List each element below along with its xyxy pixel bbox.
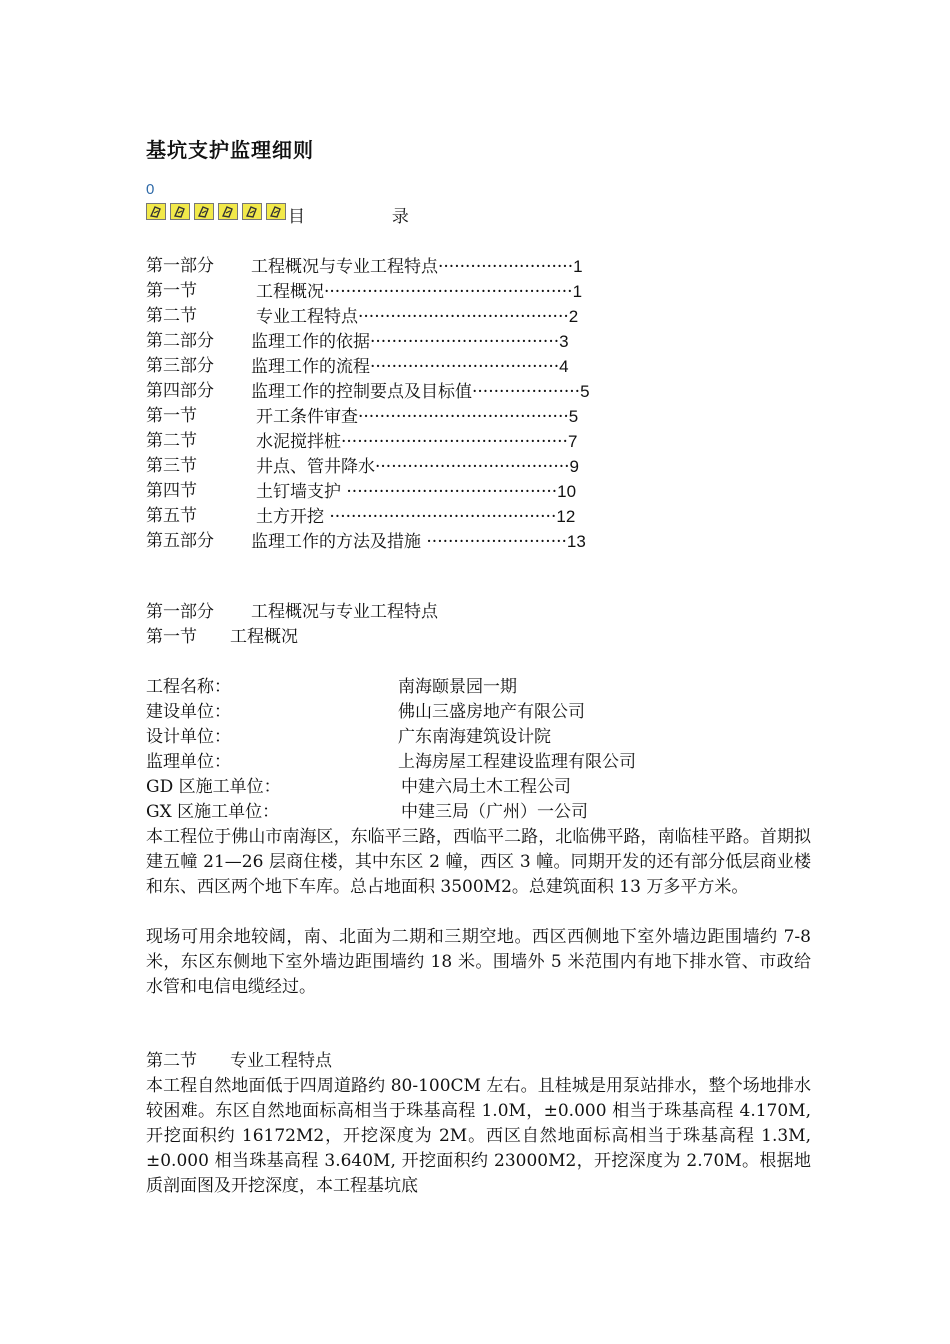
toc-page-number: 5 (568, 407, 579, 426)
table-of-contents (146, 254, 706, 554)
toc-entry (256, 454, 579, 480)
toc-page-number: 12 (556, 507, 576, 526)
toc-entry (256, 479, 576, 505)
toc-leader-dots: ···················· (472, 382, 581, 402)
toc-page-number: 9 (569, 457, 580, 476)
toc-entry-title: 监理工作的流程 (251, 357, 370, 377)
project-info-row (146, 675, 811, 700)
toc-entry-title: 专业工程特点 (256, 307, 358, 327)
toc-row (146, 504, 706, 529)
toc-part-label: 第三部分 (146, 356, 214, 376)
placeholder-glyph-icon (266, 203, 286, 220)
section1-heading (146, 600, 811, 650)
toc-row (146, 329, 706, 354)
toc-entry (251, 329, 569, 355)
section1-part-title: 工程概况与专业工程特点 (251, 602, 438, 622)
paragraph-site: 现场可用余地较阔，南、北面为二期和三期空地。西区西侧地下室外墙边距围墙约 7-8 米，东区东侧地下室外墙边距围墙约 18 米。围墙外 5 米范围内有地下排水管、市政给水管和电信电缆经过。 (146, 927, 811, 997)
toc-entry-title: 土钉墙支护 (256, 482, 341, 502)
toc-heading-left: 目 (288, 207, 305, 227)
project-info-row (146, 700, 811, 725)
toc-part-label: 第一部分 (146, 256, 214, 276)
toc-entry (251, 354, 569, 380)
toc-row (146, 454, 706, 479)
toc-entry-title: 工程概况与专业工程特点 (251, 257, 438, 277)
toc-leader-dots: ·············································· (324, 282, 573, 302)
project-info-value: 中建三局（广州）一公司 (401, 802, 588, 822)
document-title: 基坑支护监理细则 (146, 138, 314, 162)
toc-row (146, 254, 706, 279)
paragraph-characteristics: 本工程自然地面低于四周道路约 80-100CM 左右。且桂城是用泵站排水，整个场地排水较困难。东区自然地面标高相当于珠基高程 1.0M，±0.000 相当于珠基高程 4.170M, 开挖面积约 16172M2，开挖深度为 2M。西区自然地面标高相当于珠基高程 1.3M, ±0.000 相当珠基高程 3.640M, 开挖面积约 23000M2，开挖深度为 2.70M。根据地质剖面图及开挖深度，本工程基坑底 (146, 1076, 811, 1196)
toc-page-number: 10 (557, 482, 577, 501)
section2-sec-title: 专业工程特点 (230, 1051, 332, 1071)
toc-entry (256, 429, 577, 455)
placeholder-glyph-icon (170, 203, 190, 220)
toc-row (146, 529, 706, 554)
toc-part-label: 第五节 (146, 506, 197, 526)
project-info-row (146, 775, 811, 800)
toc-heading (288, 202, 409, 227)
toc-entry-title: 监理工作的控制要点及目标值 (251, 382, 472, 402)
toc-entry-title: 工程概况 (256, 282, 324, 302)
toc-leader-dots: ·········································· (341, 432, 568, 452)
toc-leader-dots: ························· (438, 257, 574, 277)
toc-entry-title: 监理工作的方法及措施 (251, 532, 421, 552)
toc-row (146, 304, 706, 329)
project-info-key: 设计单位： (146, 727, 231, 747)
toc-leader-dots: ······································· (358, 307, 569, 327)
toc-row (146, 354, 706, 379)
toc-part-label: 第二部分 (146, 331, 214, 351)
toc-leader-dots: ··································· (370, 357, 560, 377)
toc-part-label: 第二节 (146, 306, 197, 326)
placeholder-glyph-icon (218, 203, 238, 220)
toc-entry-title: 水泥搅拌桩 (256, 432, 341, 452)
placeholder-glyph-icon (242, 203, 262, 220)
project-info-key: GX 区施工单位： (146, 802, 280, 822)
project-info-key: 工程名称： (146, 677, 231, 697)
toc-entry (256, 504, 575, 530)
toc-page-number: 2 (568, 307, 579, 326)
toc-row (146, 479, 706, 504)
toc-page-number: 3 (559, 332, 569, 351)
toc-entry (251, 254, 583, 280)
paragraph-location: 本工程位于佛山市南海区，东临平三路，西临平二路，北临佛平路，南临桂平路。首期拟建五幢 21—26 层商住楼，其中东区 2 幢，西区 3 幢。同期开发的还有部分低层商业楼和东、西区两个地下车库。总占地面积 3500M2。总建筑面积 13 万多平方米。 (146, 827, 811, 897)
toc-page-number: 1 (573, 257, 583, 276)
toc-page-number: 1 (572, 282, 583, 301)
toc-entry (256, 404, 578, 430)
toc-row (146, 279, 706, 304)
toc-page-number: 5 (580, 382, 590, 401)
project-info-key: 监理单位： (146, 752, 231, 772)
toc-entry-title: 土方开挖 (256, 507, 324, 527)
toc-part-label: 第一节 (146, 281, 197, 301)
toc-part-label: 第四节 (146, 481, 197, 501)
toc-leader-dots: ··································· (370, 332, 560, 352)
section1-sec-label: 第一节 (146, 627, 197, 647)
toc-entry (251, 529, 586, 555)
project-info-row (146, 725, 811, 750)
toc-leader-dots: ·························· (421, 532, 567, 552)
project-info-key: GD 区施工单位： (146, 777, 281, 797)
placeholder-glyph-icon (146, 203, 166, 220)
project-info-value: 南海颐景园一期 (398, 677, 517, 697)
section2-sec-label: 第二节 (146, 1051, 197, 1071)
toc-leader-dots: ·········································· (324, 507, 557, 527)
toc-entry-title: 开工条件审查 (256, 407, 358, 427)
toc-heading-right: 录 (391, 207, 409, 227)
project-info-list (146, 675, 811, 825)
project-info-value: 广东南海建筑设计院 (398, 727, 551, 747)
toc-part-label: 第二节 (146, 431, 197, 451)
toc-row (146, 429, 706, 454)
toc-part-label: 第四部分 (146, 381, 214, 401)
toc-leader-dots: ···································· (375, 457, 570, 477)
toc-page-number: 13 (566, 532, 586, 551)
toc-leader-dots: ······································· (358, 407, 569, 427)
zero-mark: 0 (146, 181, 155, 198)
toc-entry (256, 304, 578, 330)
section1-sec-title: 工程概况 (230, 627, 298, 647)
project-info-row (146, 800, 811, 825)
project-info-row (146, 750, 811, 775)
toc-entry-title: 监理工作的依据 (251, 332, 370, 352)
toc-leader-dots: ······································· (341, 482, 558, 502)
toc-row (146, 404, 706, 429)
section1-part-label: 第一部分 (146, 602, 214, 622)
toc-page-number: 7 (567, 432, 578, 451)
section2-heading (146, 1049, 811, 1074)
toc-row (146, 379, 706, 404)
placeholder-icon-row (146, 202, 290, 220)
toc-part-label: 第一节 (146, 406, 197, 426)
toc-entry (256, 279, 582, 305)
project-info-key: 建设单位： (146, 702, 231, 722)
project-info-value: 上海房屋工程建设监理有限公司 (398, 752, 636, 772)
project-info-value: 中建六局土木工程公司 (401, 777, 571, 797)
toc-part-label: 第三节 (146, 456, 197, 476)
toc-entry (251, 379, 590, 405)
placeholder-glyph-icon (194, 203, 214, 220)
toc-page-number: 4 (559, 357, 569, 376)
project-info-value: 佛山三盛房地产有限公司 (398, 702, 585, 722)
toc-entry-title: 井点、管井降水 (256, 457, 375, 477)
toc-part-label: 第五部分 (146, 531, 214, 551)
